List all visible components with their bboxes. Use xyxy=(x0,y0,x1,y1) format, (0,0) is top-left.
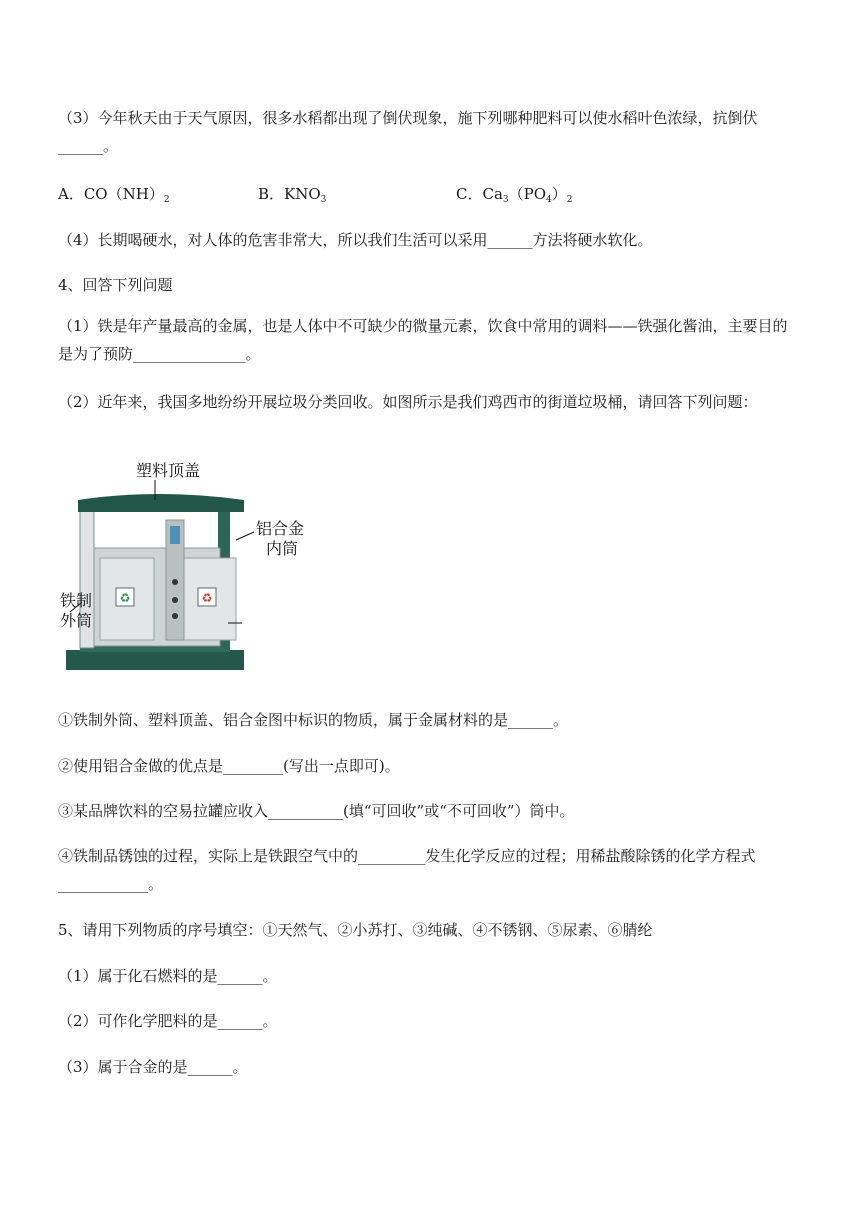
option-b-label: B．KNO xyxy=(258,185,321,203)
option-c-subscript-3: 2 xyxy=(566,195,573,205)
option-a xyxy=(58,183,170,205)
svg-text:♻: ♻ xyxy=(201,591,213,605)
question-4-sub-2: ②使用铝合金做的优点是________(写出一点即可)。 xyxy=(58,757,400,775)
question-5-title: 5、请用下列物质的序号填空：①天然气、②小苏打、③纯碱、④不锈钢、⑤尿素、⑥腈纶 xyxy=(58,921,653,939)
label-inner-barrel: 内筒 xyxy=(266,539,299,558)
label-plastic-top-cover: 塑料顶盖 xyxy=(136,461,201,480)
option-b xyxy=(258,183,326,205)
question-5-part-2: （2）可作化学肥料的是______。 xyxy=(58,1012,278,1030)
option-c-tail: ） xyxy=(551,185,567,203)
question-5-part-3: （3）属于合金的是______。 xyxy=(58,1058,248,1076)
question-4-sub-4: ④铁制品锈蚀的过程，实际上是铁跟空气中的_________发生化学反应的过程；用稀盐酸除锈的化学方程式____________。 xyxy=(58,847,756,893)
option-c xyxy=(456,183,573,205)
option-a-subscript: 2 xyxy=(163,195,170,205)
label-iron: 铁制 xyxy=(60,591,93,610)
label-outer-barrel: 外筒 xyxy=(60,611,93,630)
option-c-subscript-1: 3 xyxy=(502,195,509,205)
question-3-part-4: （4）长期喝硬水，对人体的危害非常大，所以我们生活可以采用______方法将硬水软化。 xyxy=(58,231,653,249)
question-4-sub-3: ③某品牌饮料的空易拉罐应收入__________(填“可回收”或“不可回收”）筒中。 xyxy=(58,802,575,820)
option-c-mid: （PO xyxy=(508,185,547,203)
option-b-subscript: 3 xyxy=(320,195,327,205)
question-3-part-3: （3）今年秋天由于天气原因，很多水稻都出现了倒伏现象，施下列哪种肥料可以使水稻叶色浓绿，抗倒伏______。 xyxy=(58,109,758,155)
label-aluminum-alloy: 铝合金 xyxy=(256,519,305,538)
svg-text:♻: ♻ xyxy=(119,591,131,605)
question-4-sub-1: ①铁制外筒、塑料顶盖、铝合金图中标识的物质，属于金属材料的是______。 xyxy=(58,711,569,729)
question-4-part-2: （2）近年来，我国多地纷纷开展垃圾分类回收。如图所示是我们鸡西市的街道垃圾桶，请回答下列问题： xyxy=(58,393,758,411)
option-c-subscript-2: 4 xyxy=(546,195,552,205)
question-5-part-1: （1）属于化石燃料的是______。 xyxy=(58,967,278,985)
option-a-label: A．CO（NH） xyxy=(58,185,164,203)
option-c-label: C．Ca xyxy=(456,185,503,203)
trash-bin-figure xyxy=(58,460,318,685)
question-4-part-1: （1）铁是年产量最高的金属，也是人体中不可缺少的微量元素，饮食中常用的调料——铁强化酱油，主要目的是为了预防_______________。 xyxy=(58,317,788,363)
trash-bin-illustration xyxy=(58,460,318,685)
bin-base xyxy=(66,650,244,670)
plastic-top-cover xyxy=(78,494,244,512)
question-4-title: 4、回答下列问题 xyxy=(58,276,173,294)
